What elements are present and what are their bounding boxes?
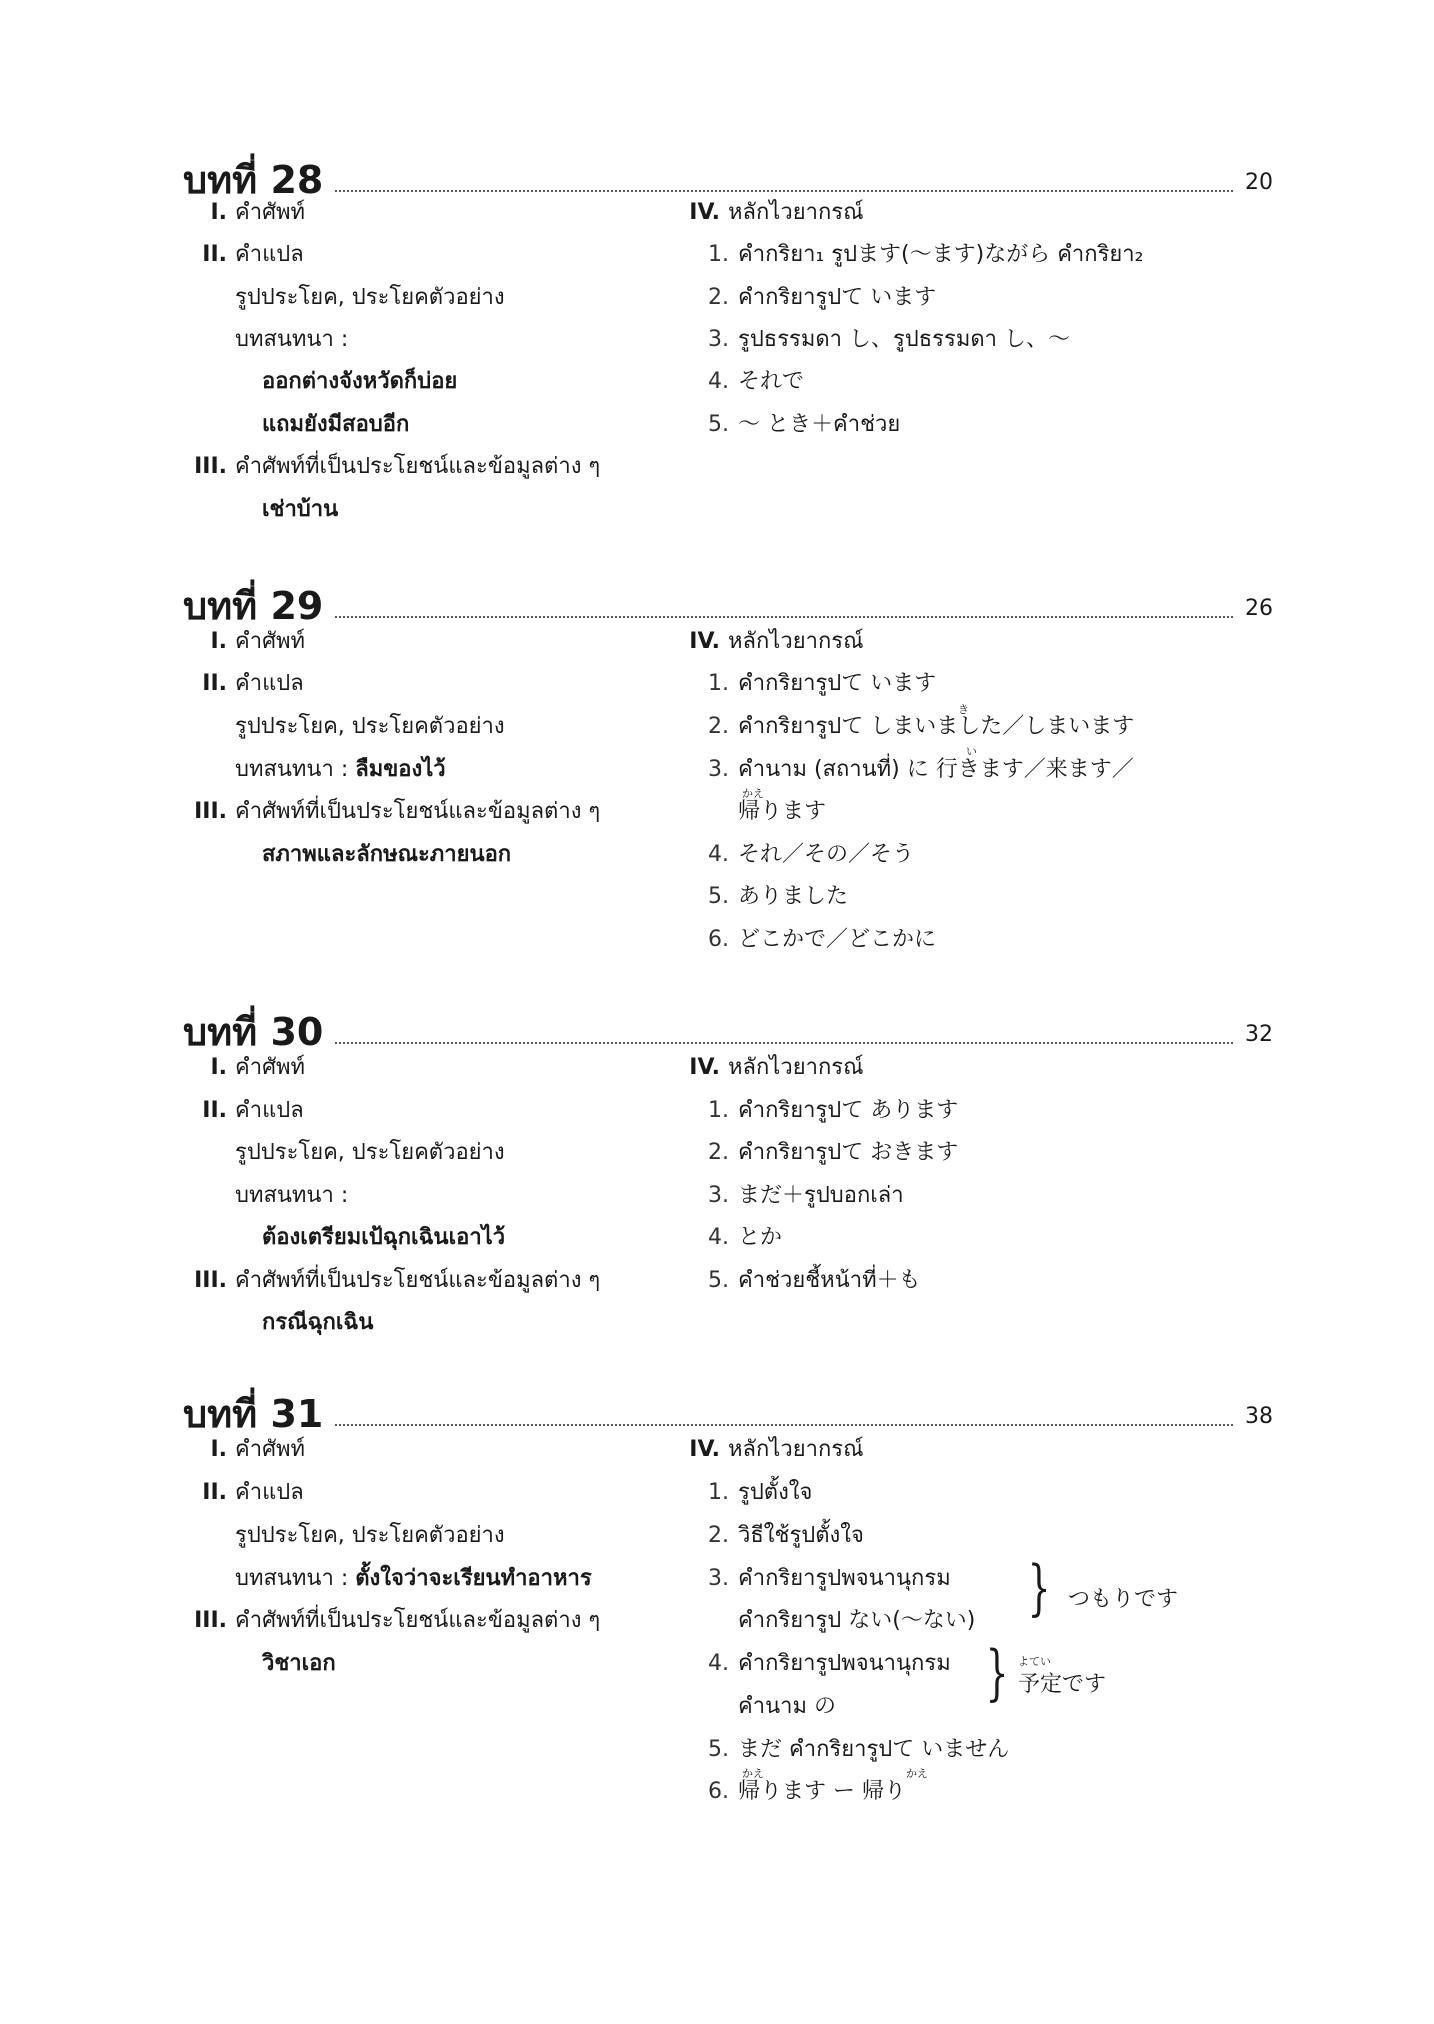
item-number: 4. [708,1651,729,1676]
item-number: 3. [708,327,729,352]
useful-info-item[interactable] [185,1606,600,1636]
conversation-line [235,755,446,785]
useful-topic: กรณีฉุกเฉิน [262,1310,374,1335]
brace-result: つもりです [1068,1587,1179,1612]
roman-numeral: III. [194,1268,227,1293]
item-text: วิธีใช้รูปตั้งใจ [738,1523,864,1548]
roman-numeral: I. [210,1055,227,1080]
grammar-point[interactable] [708,882,848,912]
brace-result: 予定です [1018,1672,1107,1697]
grammar-item[interactable] [680,1053,864,1083]
page-number: 38 [1245,1404,1273,1429]
grammar-point[interactable] [708,1735,1009,1765]
roman-numeral: III. [194,799,227,824]
roman-numeral: IV. [689,1055,720,1080]
item-text: คำกริยารูปพจนานุกรม [738,1651,951,1676]
item-number: 4. [708,1225,729,1250]
right-brace: } [985,1638,1009,1708]
useful-info-label: คำศัพท์ที่เป็นประโยชน์และข้อมูลต่าง ๆ [235,799,601,824]
translation-label: คำแปล [235,1480,304,1505]
grammar-point-cont: 帰ります [738,799,827,824]
roman-numeral: II. [202,671,227,696]
grammar-point[interactable] [708,410,900,440]
grammar-point[interactable] [708,1223,782,1253]
furigana: かえ [742,787,764,800]
useful-topic: วิชาเอก [262,1651,336,1676]
item-text: คำกริยารูปて しまいました／しまいます [738,714,1135,739]
furigana: かえ [906,1767,928,1780]
conversation-title: ตั้งใจว่าจะเรียนทำอาหาร [355,1566,592,1591]
useful-topic: สภาพและลักษณะภายนอก [262,842,512,867]
grammar-point[interactable] [708,367,804,397]
conversation-title: ออกต่างจังหวัดก็บ่อย [262,369,458,394]
pattern-label: รูปประโยค, ประโยคตัวอย่าง [235,1523,505,1548]
item-text: まだ คำกริยารูปて いません [738,1737,1010,1762]
grammar-point[interactable] [708,1521,864,1551]
vocab-label: คำศัพท์ [235,200,306,225]
pattern-label: รูปประโยค, ประโยคตัวอย่าง [235,285,505,310]
vocab-item[interactable] [185,1435,305,1465]
vocab-label: คำศัพท์ [235,1055,306,1080]
item-text: คำกริยารูปて おきます [738,1140,959,1165]
item-text: 〜 とき＋คำช่วย [738,412,901,437]
roman-numeral: II. [202,1480,227,1505]
item-number: 1. [708,1098,729,1123]
item-text: รูปตั้งใจ [738,1480,813,1505]
grammar-point[interactable] [708,925,936,955]
leader-dots [335,616,1233,618]
lesson-heading[interactable] [183,574,1273,630]
grammar-point[interactable] [708,1181,904,1211]
translation-label: คำแปล [235,1098,304,1123]
item-number: 5. [708,884,729,909]
roman-numeral: IV. [689,629,720,654]
grammar-label: หลักไวยากรณ์ [728,629,864,654]
grammar-point[interactable] [708,840,914,870]
roman-numeral: III. [194,454,227,479]
page-number: 26 [1245,596,1273,621]
lesson-heading[interactable] [183,1382,1273,1438]
item-text: それ／その／そう [738,842,915,867]
item-text: รูปธรรมดา し、รูปธรรมดา し、〜 [738,327,1070,352]
translation-item[interactable] [185,669,304,699]
item-text: คำนาม (สถานที่) に 行きます／来ます／ [738,757,1134,782]
translation-item[interactable] [185,1478,304,1508]
roman-numeral: I. [210,1437,227,1462]
item-number: 6. [708,927,729,952]
vocab-label: คำศัพท์ [235,1437,306,1462]
useful-info-label: คำศัพท์ที่เป็นประโยชน์และข้อมูลต่าง ๆ [235,1268,601,1293]
item-number: 6. [708,1779,729,1804]
item-number: 3. [708,757,729,782]
vocab-label: คำศัพท์ [235,629,306,654]
right-brace: } [1027,1553,1051,1623]
grammar-point-cont: คำกริยารูป ない(〜ない) [738,1608,976,1633]
item-number: 2. [708,1140,729,1165]
conversation-title: ลืมของไว้ [355,757,446,782]
item-number: 3. [708,1566,729,1591]
item-number: 5. [708,1268,729,1293]
grammar-point[interactable] [708,1649,951,1679]
conversation-line [235,1564,592,1594]
item-number: 1. [708,1480,729,1505]
item-number: 4. [708,842,729,867]
item-number: 1. [708,671,729,696]
furigana: かえ [742,1767,764,1780]
grammar-point[interactable] [708,325,1070,355]
useful-info-item[interactable] [185,1266,600,1296]
grammar-point[interactable] [708,240,1143,270]
vocab-item[interactable] [185,627,305,657]
grammar-point[interactable] [708,1478,812,1508]
grammar-point[interactable] [708,1564,951,1594]
grammar-point[interactable] [708,1266,921,1296]
lesson-heading[interactable] [183,1000,1273,1056]
roman-numeral: III. [194,1608,227,1633]
grammar-point[interactable] [708,283,936,313]
leader-dots [335,1424,1233,1426]
grammar-point-cont: คำนาม の [738,1694,836,1719]
item-text: 帰ります ー 帰り [738,1779,906,1804]
grammar-label: หลักไวยากรณ์ [728,1437,864,1462]
vocab-item[interactable] [185,198,305,228]
lesson-title: บทที่ 31 [183,1392,324,1436]
vocab-item[interactable] [185,1053,305,1083]
item-number: 2. [708,285,729,310]
roman-numeral: IV. [689,1437,720,1462]
item-text: คำกริยารูปて います [738,285,937,310]
useful-info-label: คำศัพท์ที่เป็นประโยชน์และข้อมูลต่าง ๆ [235,1608,601,1633]
translation-label: คำแปล [235,242,304,267]
lesson-title: บทที่ 30 [183,1010,324,1054]
item-text: คำกริยา₁ รูปます(〜ます)ながら คำกริยา₂ [738,242,1144,267]
item-text: คำช่วยชี้หน้าที่＋も [738,1268,921,1293]
grammar-label: หลักไวยากรณ์ [728,1055,864,1080]
lesson-title: บทที่ 29 [183,584,324,628]
useful-info-label: คำศัพท์ที่เป็นประโยชน์และข้อมูลต่าง ๆ [235,454,601,479]
grammar-point[interactable] [708,1777,906,1807]
item-number: 2. [708,714,729,739]
translation-item[interactable] [185,1096,304,1126]
item-text: คำกริยารูปพจนานุกรม [738,1566,951,1591]
item-text: ありました [738,884,849,909]
roman-numeral: IV. [689,200,720,225]
grammar-item[interactable] [680,1435,864,1465]
roman-numeral: II. [202,1098,227,1123]
item-text: それで [738,369,805,394]
item-number: 4. [708,369,729,394]
pattern-label: รูปประโยค, ประโยคตัวอย่าง [235,1140,505,1165]
item-text: คำกริยารูปて います [738,671,937,696]
item-text: まだ＋รูปบอกเล่า [738,1183,904,1208]
item-number: 2. [708,1523,729,1548]
lesson-title: บทที่ 28 [183,158,324,202]
item-text: คำกริยารูปて あります [738,1098,959,1123]
conversation-prefix: บทสนทนา : [235,1566,349,1591]
roman-numeral: I. [210,629,227,654]
pattern-label: รูปประโยค, ประโยคตัวอย่าง [235,714,505,739]
item-number: 1. [708,242,729,267]
furigana: き [958,703,969,716]
page-number: 20 [1245,170,1273,195]
furigana: い [966,745,977,758]
translation-label: คำแปล [235,671,304,696]
grammar-item[interactable] [680,627,864,657]
grammar-point[interactable] [708,712,1134,742]
conversation-prefix: บทสนทนา : [235,327,349,352]
item-number: 5. [708,412,729,437]
useful-info-item[interactable] [185,797,600,827]
item-number: 5. [708,1737,729,1762]
conversation-prefix: บทสนทนา : [235,1183,349,1208]
grammar-point[interactable] [708,1096,958,1126]
leader-dots [335,1042,1233,1044]
useful-info-item[interactable] [185,452,600,482]
translation-item[interactable] [185,240,304,270]
item-number: 3. [708,1183,729,1208]
page-number: 32 [1245,1022,1273,1047]
grammar-label: หลักไวยากรณ์ [728,200,864,225]
useful-topic: เช่าบ้าน [262,497,339,522]
conversation-prefix: บทสนทนา : [235,757,349,782]
conversation-title: ต้องเตรียมเป้ฉุกเฉินเอาไว้ [262,1225,506,1250]
grammar-item[interactable] [680,198,864,228]
item-text: どこかで／どこかに [738,927,937,952]
lesson-heading[interactable] [183,148,1273,204]
roman-numeral: I. [210,200,227,225]
leader-dots [335,190,1233,192]
grammar-point[interactable] [708,755,1134,785]
grammar-point[interactable] [708,669,936,699]
furigana: よてい [1018,1655,1051,1668]
conversation-title-cont: แถมยังมีสอบอีก [262,412,410,437]
item-text: とか [738,1225,783,1250]
grammar-point[interactable] [708,1138,958,1168]
roman-numeral: II. [202,242,227,267]
